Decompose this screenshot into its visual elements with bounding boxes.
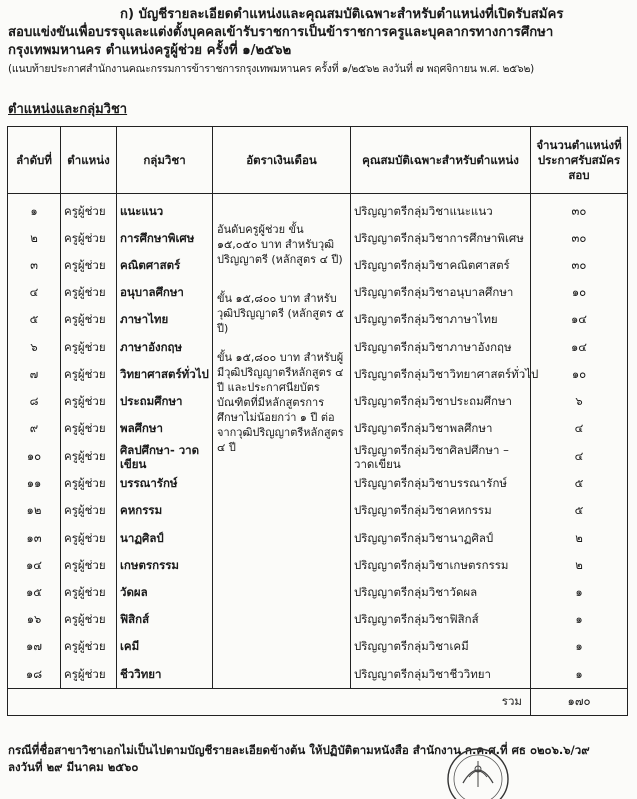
- salary-block1: อันดับครูผู้ช่วย ขั้น ๑๕,๐๕๐ บาท สำหรับวุฒิปริญญาตรี (หลักสูตร ๔ ปี): [217, 223, 343, 266]
- row-position: ครูผู้ช่วย: [61, 661, 117, 689]
- row-qualification: ปริญญาตรีกลุ่มวิชาวัดผล: [351, 579, 531, 606]
- row-qualification: ปริญญาตรีกลุ่มวิชาคณิตศาสตร์: [351, 252, 531, 279]
- table-row: [8, 194, 628, 226]
- row-qualification: ปริญญาตรีกลุ่มวิชาการศึกษาพิเศษ: [351, 225, 531, 252]
- row-no: ๑๓: [8, 525, 61, 552]
- footer-line-2: ลงวันที่ ๒๙ มีนาคม ๒๕๖๐: [8, 760, 139, 774]
- row-subject: เกษตรกรรม: [117, 552, 213, 579]
- row-no: ๑๒: [8, 498, 61, 525]
- row-no: ๑๕: [8, 579, 61, 606]
- row-qualification: ปริญญาตรีกลุ่มวิชาศิลปศึกษา – วาดเขียน: [351, 443, 531, 471]
- row-qualification: ปริญญาตรีกลุ่มวิชานาฏศิลป์: [351, 525, 531, 552]
- row-count: ๕: [531, 498, 628, 525]
- row-subject: แนะแนว: [117, 194, 213, 226]
- row-qualification: ปริญญาตรีกลุ่มวิชาเกษตรกรรม: [351, 552, 531, 579]
- row-no: ๖: [8, 334, 61, 361]
- row-subject: คหกรรม: [117, 498, 213, 525]
- row-position: ครูผู้ช่วย: [61, 388, 117, 415]
- row-subject: ศิลปศึกษา- วาดเขียน: [117, 443, 213, 471]
- row-count: ๓๐: [531, 225, 628, 252]
- row-qualification: ปริญญาตรีกลุ่มวิชาประถมศึกษา: [351, 388, 531, 415]
- row-no: ๑๖: [8, 607, 61, 634]
- heading-reference-note: (แนบท้ายประกาศสำนักงานคณะกรรมการข้าราชการกรุงเทพมหานคร ครั้งที่ ๑/๒๕๖๒ ลงวันที่ ๗ พฤศจิกายน พ.ศ. ๒๕๖๒): [8, 63, 535, 75]
- row-subject: นาฏศิลป์: [117, 525, 213, 552]
- row-no: ๒: [8, 225, 61, 252]
- row-subject: ชีววิทยา: [117, 661, 213, 689]
- row-position: ครูผู้ช่วย: [61, 307, 117, 334]
- positions-table: [7, 126, 628, 716]
- row-no: ๓: [8, 252, 61, 279]
- row-count: ๑: [531, 661, 628, 689]
- row-no: ๕: [8, 307, 61, 334]
- row-qualification: ปริญญาตรีกลุ่มวิชาภาษาอังกฤษ: [351, 334, 531, 361]
- header-position: ตำแหน่ง: [61, 127, 117, 194]
- row-qualification: ปริญญาตรีกลุ่มวิชาภาษาไทย: [351, 307, 531, 334]
- row-count: ๔: [531, 443, 628, 471]
- row-qualification: ปริญญาตรีกลุ่มวิชาอนุบาลศึกษา: [351, 280, 531, 307]
- row-count: ๕: [531, 471, 628, 498]
- row-qualification: ปริญญาตรีกลุ่มวิชาคหกรรม: [351, 498, 531, 525]
- row-count: ๓๐: [531, 194, 628, 226]
- row-subject: เคมี: [117, 634, 213, 661]
- row-no: ๑๐: [8, 443, 61, 471]
- row-count: ๒: [531, 525, 628, 552]
- row-count: ๑๔: [531, 334, 628, 361]
- header-salary: อัตราเงินเดือน: [213, 127, 351, 194]
- row-subject: พลศึกษา: [117, 416, 213, 443]
- row-position: ครูผู้ช่วย: [61, 280, 117, 307]
- row-count: ๑: [531, 607, 628, 634]
- row-no: ๘: [8, 388, 61, 415]
- row-position: ครูผู้ช่วย: [61, 252, 117, 279]
- row-position: ครูผู้ช่วย: [61, 361, 117, 388]
- row-qualification: ปริญญาตรีกลุ่มวิชาแนะแนว: [351, 194, 531, 226]
- row-position: ครูผู้ช่วย: [61, 416, 117, 443]
- header-subject: กลุ่มวิชา: [117, 127, 213, 194]
- row-position: ครูผู้ช่วย: [61, 498, 117, 525]
- row-count: ๑๔: [531, 307, 628, 334]
- row-count: ๑: [531, 634, 628, 661]
- row-qualification: ปริญญาตรีกลุ่มวิชาฟิสิกส์: [351, 607, 531, 634]
- salary-block3: ขั้น ๑๕,๘๐๐ บาท สำหรับผู้มีวุฒิปริญญาตรีหลักสูตร ๔ ปี และประกาศนียบัตรบัณฑิตที่มีหลักสูตรการศึกษาไม่น้อยกว่า ๑ ปี ต่อจากวุฒิปริญญาตรีหลักสูตร ๔ ปี: [217, 351, 344, 454]
- row-position: ครูผู้ช่วย: [61, 443, 117, 471]
- row-qualification: ปริญญาตรีกลุ่มวิชาเคมี: [351, 634, 531, 661]
- row-subject: การศึกษาพิเศษ: [117, 225, 213, 252]
- row-subject: วัดผล: [117, 579, 213, 606]
- row-subject: ภาษาไทย: [117, 307, 213, 334]
- row-position: ครูผู้ช่วย: [61, 579, 117, 606]
- table-header-row: [8, 127, 628, 194]
- row-subject: ประถมศึกษา: [117, 388, 213, 415]
- total-value: ๑๗๐: [531, 689, 628, 716]
- salary-block2: ขั้น ๑๕,๘๐๐ บาท สำหรับวุฒิปริญญาตรี (หลักสูตร ๕ ปี): [217, 292, 345, 335]
- row-subject: บรรณารักษ์: [117, 471, 213, 498]
- row-position: ครูผู้ช่วย: [61, 194, 117, 226]
- row-position: ครูผู้ช่วย: [61, 525, 117, 552]
- row-count: ๑๐: [531, 280, 628, 307]
- header-count: จำนวนตำแหน่งที่ประกาศรับสมัครสอบ: [531, 127, 628, 194]
- row-position: ครูผู้ช่วย: [61, 607, 117, 634]
- row-subject: ภาษาอังกฤษ: [117, 334, 213, 361]
- row-count: ๖: [531, 388, 628, 415]
- row-no: ๑๘: [8, 661, 61, 689]
- header-qualification: คุณสมบัติเฉพาะสำหรับตำแหน่ง: [351, 127, 531, 194]
- row-qualification: ปริญญาตรีกลุ่มวิชาชีววิทยา: [351, 661, 531, 689]
- section-title: ตำแหน่งและกลุ่มวิชา: [8, 102, 128, 117]
- total-row: [8, 689, 628, 716]
- row-count: ๔: [531, 416, 628, 443]
- heading-line-1: ก) บัญชีรายละเอียดตำแหน่งและคุณสมบัติเฉพาะสำหรับตำแหน่งที่เปิดรับสมัคร: [120, 7, 564, 22]
- row-count: ๑: [531, 579, 628, 606]
- row-subject: คณิตศาสตร์: [117, 252, 213, 279]
- row-position: ครูผู้ช่วย: [61, 471, 117, 498]
- footer-line-1: กรณีที่ชื่อสาขาวิชาเอกไม่เป็นไปตามบัญชีรายละเอียดข้างต้น ให้ปฏิบัติตามหนังสือ สำนักงาน ก.ค.ศ.ที่ ศธ ๐๒๐๖.๖/ว๙: [8, 743, 590, 757]
- row-subject: วิทยาศาสตร์ทั่วไป: [117, 361, 213, 388]
- row-qualification: ปริญญาตรีกลุ่มวิชาพลศึกษา: [351, 416, 531, 443]
- row-no: ๑๔: [8, 552, 61, 579]
- row-position: ครูผู้ช่วย: [61, 334, 117, 361]
- row-no: ๔: [8, 280, 61, 307]
- row-count: ๒: [531, 552, 628, 579]
- row-count: ๑๐: [531, 361, 628, 388]
- header-no: ลำดับที่: [8, 127, 61, 194]
- row-no: ๙: [8, 416, 61, 443]
- row-qualification: ปริญญาตรีกลุ่มวิชาวิทยาศาสตร์ทั่วไป: [351, 361, 531, 388]
- row-qualification: ปริญญาตรีกลุ่มวิชาบรรณารักษ์: [351, 471, 531, 498]
- heading-line-2: สอบแข่งขันเพื่อบรรจุและแต่งตั้งบุคคลเข้ารับราชการเป็นข้าราชการครูและบุคลากรทางการศึกษา: [8, 25, 554, 40]
- row-position: ครูผู้ช่วย: [61, 634, 117, 661]
- row-no: ๑๗: [8, 634, 61, 661]
- row-no: ๗: [8, 361, 61, 388]
- row-subject: ฟิสิกส์: [117, 607, 213, 634]
- official-seal-icon: [433, 739, 523, 799]
- row-position: ครูผู้ช่วย: [61, 225, 117, 252]
- document-heading: [8, 6, 632, 78]
- row-count: ๓๐: [531, 252, 628, 279]
- salary-cell: [213, 194, 351, 689]
- row-no: ๑๑: [8, 471, 61, 498]
- heading-line-3: กรุงเทพมหานคร ตำแหน่งครูผู้ช่วย ครั้งที่ ๑/๒๕๖๒: [8, 43, 292, 58]
- row-no: ๑: [8, 194, 61, 226]
- row-subject: อนุบาลศึกษา: [117, 280, 213, 307]
- row-position: ครูผู้ช่วย: [61, 552, 117, 579]
- total-label: รวม: [8, 689, 531, 716]
